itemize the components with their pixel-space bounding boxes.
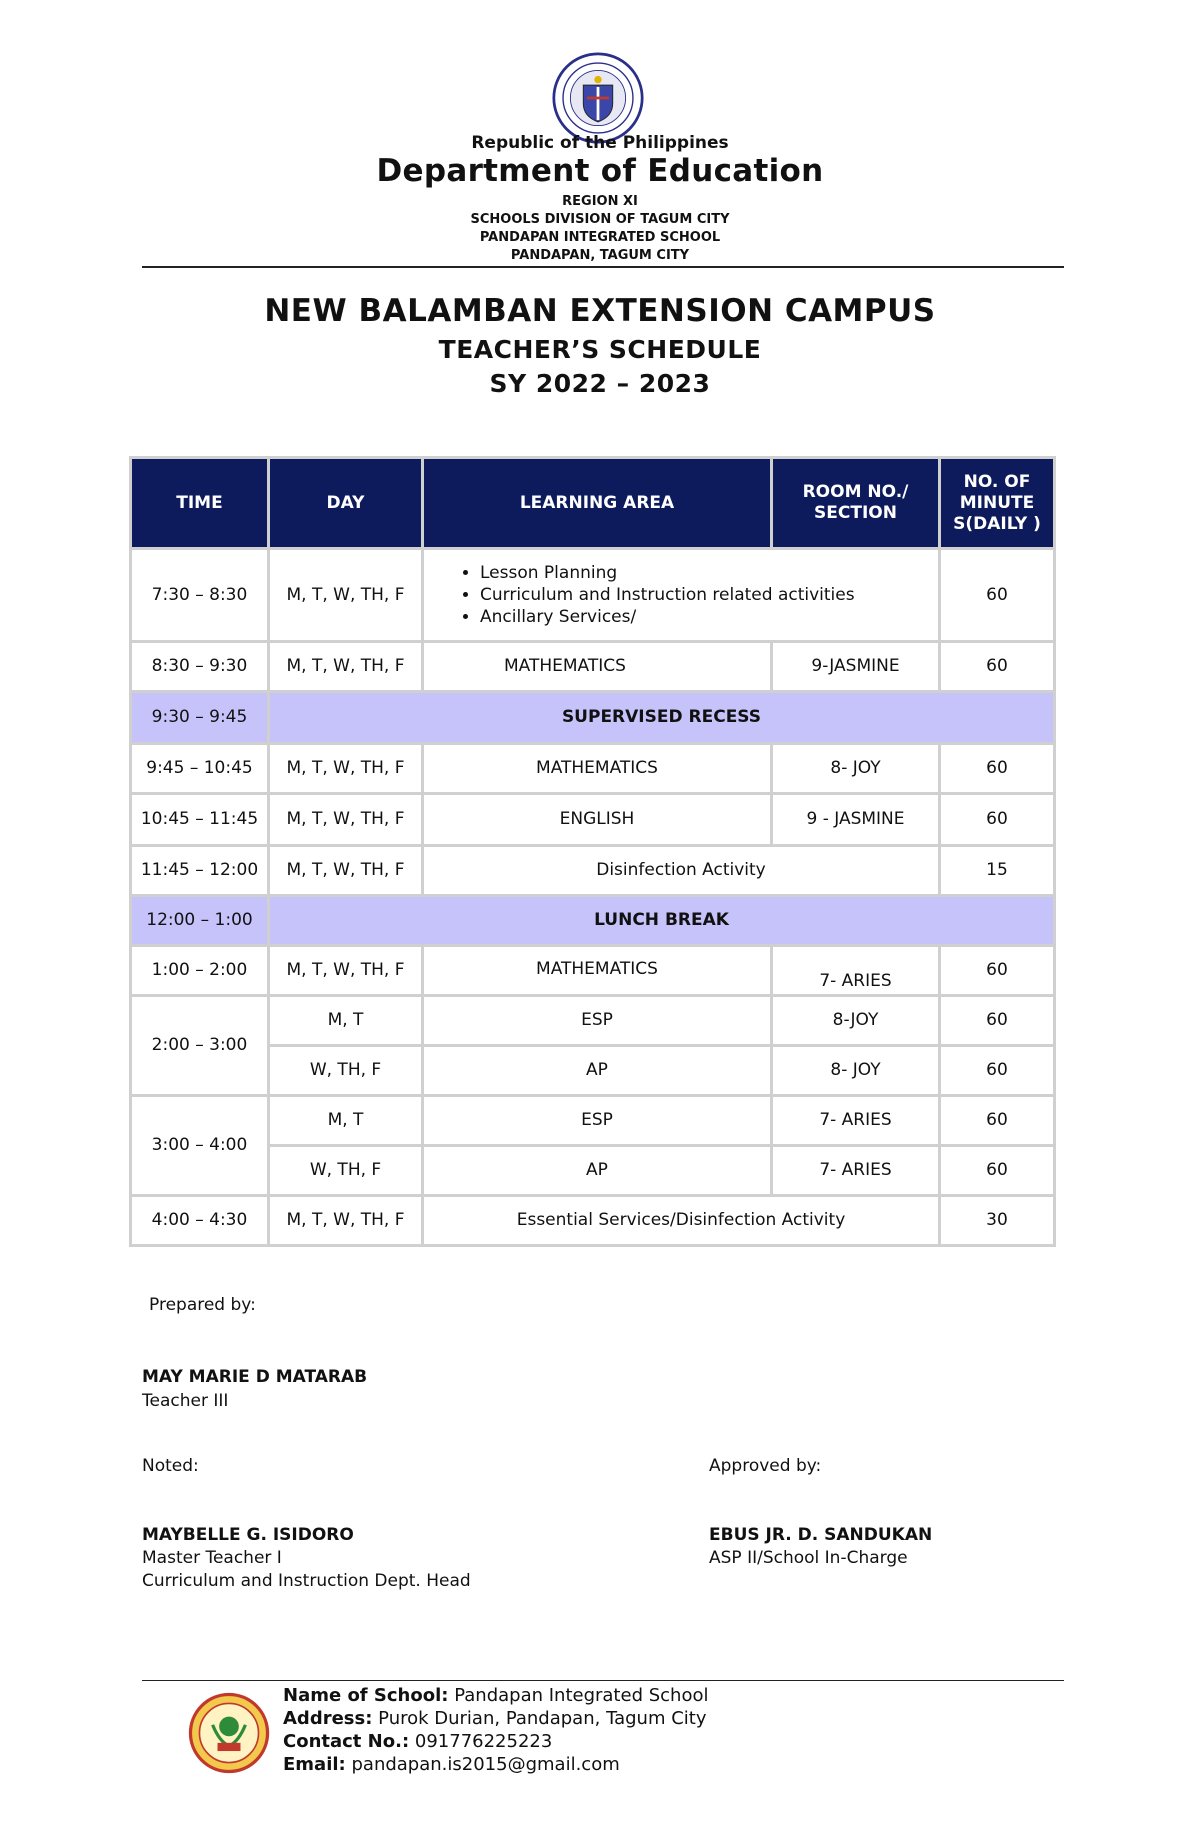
cell-learning-area: Disinfection Activity bbox=[423, 846, 940, 896]
cell-minutes: 60 bbox=[940, 1146, 1055, 1196]
noted-title: Master Teacher I bbox=[142, 1548, 282, 1568]
cell-time: 11:45 – 12:00 bbox=[131, 846, 269, 896]
header-time: TIME bbox=[131, 458, 269, 549]
noted-name: MAYBELLE G. ISIDORO bbox=[142, 1525, 354, 1545]
cell-learning-area: MATHEMATICS bbox=[423, 946, 772, 996]
table-row bbox=[131, 1096, 1055, 1146]
campus-title: NEW BALAMBAN EXTENSION CAMPUS bbox=[264, 293, 936, 329]
cell-learning-area: MATHEMATICS bbox=[423, 744, 772, 794]
cell-learning-area: ENGLISH bbox=[423, 794, 772, 846]
school-logo-icon bbox=[188, 1692, 270, 1774]
header-divider bbox=[142, 266, 1064, 268]
prepared-name: MAY MARIE D MATARAB bbox=[142, 1367, 368, 1387]
department-title: Department of Education bbox=[376, 153, 824, 189]
cell-day: W, TH, F bbox=[269, 1146, 423, 1196]
cell-room: 7- ARIES bbox=[772, 1146, 940, 1196]
schedule-subtitle: TEACHER’S SCHEDULE bbox=[438, 335, 762, 364]
recess-row bbox=[131, 692, 1055, 744]
cell-minutes: 60 bbox=[940, 1046, 1055, 1096]
cell-learning-area: AP bbox=[423, 1046, 772, 1096]
cell-room: 7- ARIES bbox=[772, 946, 940, 996]
cell-minutes: 60 bbox=[940, 996, 1055, 1046]
cell-day: M, T, W, TH, F bbox=[269, 794, 423, 846]
approved-label: Approved by: bbox=[709, 1456, 822, 1476]
cell-room: 9-JASMINE bbox=[772, 642, 940, 692]
lunch-label: LUNCH BREAK bbox=[269, 896, 1055, 946]
footer-contact-value: 091776225223 bbox=[414, 1731, 553, 1752]
republic-label: Republic of the Philippines bbox=[471, 133, 729, 153]
footer-school-label: Name of School: bbox=[283, 1685, 449, 1706]
footer-school-value: Pandapan Integrated School bbox=[454, 1685, 709, 1706]
cell-time: 8:30 – 9:30 bbox=[131, 642, 269, 692]
address-label: PANDAPAN, TAGUM CITY bbox=[510, 248, 690, 263]
cell-day: M, T bbox=[269, 1096, 423, 1146]
table-row bbox=[131, 1196, 1055, 1246]
table-row bbox=[131, 1046, 1055, 1096]
cell-time: 1:00 – 2:00 bbox=[131, 946, 269, 996]
header-day: DAY bbox=[269, 458, 423, 549]
header-room: ROOM NO./ SECTION bbox=[772, 458, 940, 549]
table-row bbox=[131, 996, 1055, 1046]
cell-time: 10:45 – 11:45 bbox=[131, 794, 269, 846]
task-list bbox=[428, 562, 934, 628]
cell-minutes: 60 bbox=[940, 1096, 1055, 1146]
footer-email-label: Email: bbox=[283, 1754, 346, 1775]
footer-divider bbox=[142, 1680, 1064, 1681]
table-row bbox=[131, 642, 1055, 692]
table-row bbox=[131, 744, 1055, 794]
footer-email-value[interactable]: pandapan.is2015@gmail.com bbox=[351, 1754, 620, 1775]
footer-contact-label: Contact No.: bbox=[283, 1731, 410, 1752]
cell-day: M, T, W, TH, F bbox=[269, 642, 423, 692]
cell-learning-area: ESP bbox=[423, 996, 772, 1046]
cell-time: 9:30 – 9:45 bbox=[131, 692, 269, 744]
footer-info bbox=[283, 1684, 708, 1776]
cell-day: W, TH, F bbox=[269, 1046, 423, 1096]
schedule-table bbox=[129, 456, 1056, 1247]
prepared-title: Teacher III bbox=[142, 1391, 229, 1411]
cell-time: 12:00 – 1:00 bbox=[131, 896, 269, 946]
footer-school-line bbox=[283, 1684, 708, 1707]
footer-address-value: Purok Durian, Pandapan, Tagum City bbox=[378, 1708, 707, 1729]
cell-room: 7- ARIES bbox=[772, 1096, 940, 1146]
cell-day: M, T bbox=[269, 996, 423, 1046]
list-item: • Ancillary Services/ bbox=[480, 606, 934, 628]
header-learning-area: LEARNING AREA bbox=[423, 458, 772, 549]
cell-room: 8- JOY bbox=[772, 1046, 940, 1096]
cell-day: M, T, W, TH, F bbox=[269, 946, 423, 996]
table-row bbox=[131, 846, 1055, 896]
cell-day: M, T, W, TH, F bbox=[269, 744, 423, 794]
cell-minutes: 60 bbox=[940, 744, 1055, 794]
noted-dept: Curriculum and Instruction Dept. Head bbox=[142, 1571, 471, 1591]
footer-contact-line bbox=[283, 1730, 708, 1753]
list-item: • Curriculum and Instruction related activities bbox=[480, 584, 934, 606]
table-row bbox=[131, 1146, 1055, 1196]
prepared-label: Prepared by: bbox=[149, 1295, 256, 1315]
cell-room: 8- JOY bbox=[772, 744, 940, 794]
school-year: SY 2022 – 2023 bbox=[489, 369, 711, 398]
division-label: SCHOOLS DIVISION OF TAGUM CITY bbox=[470, 212, 730, 227]
noted-label: Noted: bbox=[142, 1456, 199, 1476]
cell-time: 2:00 – 3:00 bbox=[131, 996, 269, 1096]
cell-minutes: 30 bbox=[940, 1196, 1055, 1246]
cell-minutes: 60 bbox=[940, 549, 1055, 642]
cell-time: 3:00 – 4:00 bbox=[131, 1096, 269, 1196]
table-header-row bbox=[131, 458, 1055, 549]
table-row bbox=[131, 549, 1055, 642]
cell-time: 7:30 – 8:30 bbox=[131, 549, 269, 642]
cell-learning-area: MATHEMATICS bbox=[423, 642, 772, 692]
cell-time: 9:45 – 10:45 bbox=[131, 744, 269, 794]
cell-minutes: 60 bbox=[940, 794, 1055, 846]
footer-email-line bbox=[283, 1753, 708, 1776]
cell-learning-area: ESP bbox=[423, 1096, 772, 1146]
approved-title: ASP II/School In-Charge bbox=[709, 1548, 908, 1568]
table-row bbox=[131, 794, 1055, 846]
header-minutes: NO. OF MINUTE S(DAILY ) bbox=[940, 458, 1055, 549]
cell-day: M, T, W, TH, F bbox=[269, 1196, 423, 1246]
cell-minutes: 60 bbox=[940, 946, 1055, 996]
cell-day: M, T, W, TH, F bbox=[269, 846, 423, 896]
cell-minutes: 15 bbox=[940, 846, 1055, 896]
lunch-row bbox=[131, 896, 1055, 946]
deped-seal-icon bbox=[552, 52, 644, 144]
approved-name: EBUS JR. D. SANDUKAN bbox=[709, 1525, 933, 1545]
cell-learning-area bbox=[423, 549, 940, 642]
cell-time: 4:00 – 4:30 bbox=[131, 1196, 269, 1246]
region-label: REGION XI bbox=[562, 194, 638, 209]
cell-minutes: 60 bbox=[940, 642, 1055, 692]
cell-learning-area: Essential Services/Disinfection Activity bbox=[423, 1196, 940, 1246]
cell-room: 8-JOY bbox=[772, 996, 940, 1046]
footer-address-label: Address: bbox=[283, 1708, 373, 1729]
cell-day: M, T, W, TH, F bbox=[269, 549, 423, 642]
school-label: PANDAPAN INTEGRATED SCHOOL bbox=[479, 230, 721, 245]
table-row bbox=[131, 946, 1055, 996]
cell-learning-area: AP bbox=[423, 1146, 772, 1196]
footer-address-line bbox=[283, 1707, 708, 1730]
recess-label: SUPERVISED RECESS bbox=[269, 692, 1055, 744]
list-item: • Lesson Planning bbox=[480, 562, 934, 584]
cell-room: 9 - JASMINE bbox=[772, 794, 940, 846]
